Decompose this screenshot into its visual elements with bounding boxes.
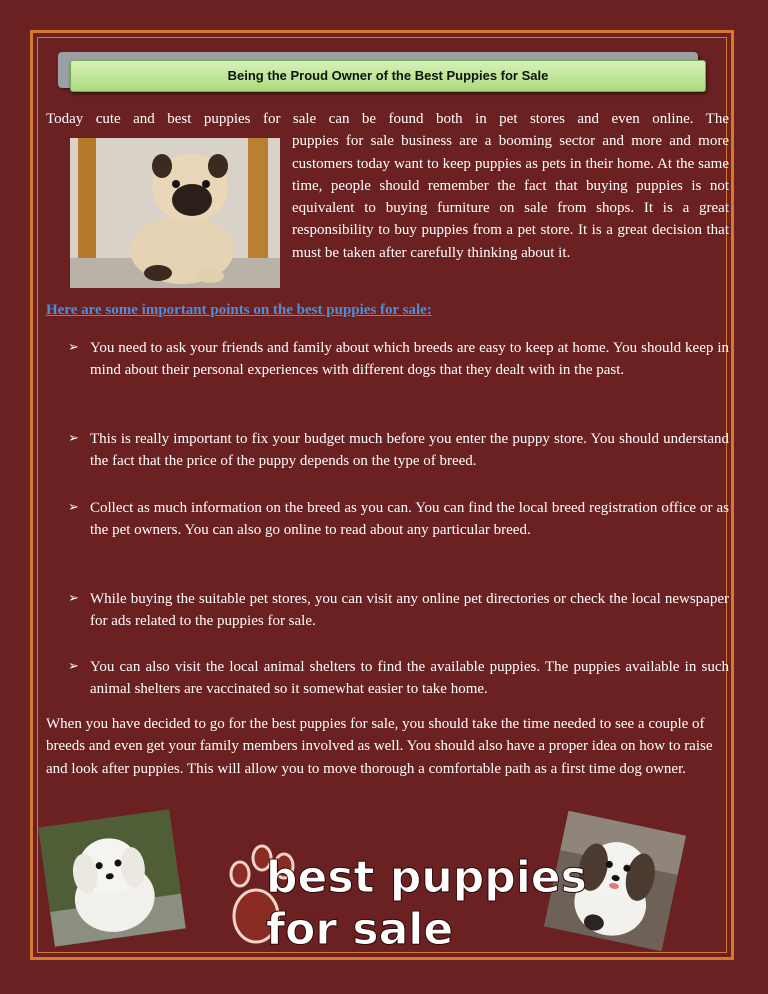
closing-paragraph: When you have decided to go for the best puppies for sale, you should take the time needed to see a couple of breeds and even get your family members involved as well. You should also have a proper idea on how to raise and look after puppies. This will allow you to move thorough a comfortable path as a first time dog owner. <box>46 716 713 777</box>
intro-first-line: Today cute and best puppies for sale can be found both in pet stores and even online. The <box>46 111 729 127</box>
list-item <box>68 588 729 633</box>
arrow-bullet-icon: ➢ <box>68 591 79 606</box>
list-item <box>68 656 729 701</box>
arrow-bullet-icon: ➢ <box>68 340 79 355</box>
page-title: Being the Proud Owner of the Best Puppies for Sale <box>227 68 549 83</box>
list-item-text: Collect as much information on the breed as you can. You can find the local breed registration office or as the pet owners. You can also go online to read about any particular breed. <box>90 500 729 539</box>
list-item-text: This is really important to fix your budget much before you enter the puppy store. You should understand the fact that the price of the puppy depends on the type of breed. <box>90 431 729 470</box>
arrow-bullet-icon: ➢ <box>68 431 79 446</box>
list-item <box>68 428 729 473</box>
list-item-text: You can also visit the local animal shelters to find the available puppies. The puppies available in such animal shelters are vaccinated so it somewhat easier to take home. <box>90 659 729 698</box>
list-item-text: You need to ask your friends and family about which breeds are easy to keep at home. You should keep in mind about their personal experiences with different dogs that they dealt with in the past. <box>90 340 729 379</box>
list-item-text: While buying the suitable pet stores, you can visit any online pet directories or check the local newspaper for ads related to the puppies for sale. <box>90 591 729 630</box>
pug-puppy-photo <box>70 138 280 288</box>
title-banner <box>70 60 706 92</box>
logo-line-1: best puppies <box>266 852 587 903</box>
white-puppy-photo <box>38 809 185 946</box>
best-puppies-logo <box>222 836 587 955</box>
logo-line-2: for sale <box>266 904 454 955</box>
points-heading: Here are some important points on the best puppies for sale: <box>46 302 432 318</box>
arrow-bullet-icon: ➢ <box>68 500 79 515</box>
intro-rest: puppies for sale business are a booming sector and more and more customers today want to keep puppies as pets in their home. At the same time, people should remember the fact that buying puppies is not equivalent to buying furniture on sale from shops. It is a great responsibility to buy puppies from a pet store. It is a great decision that must be taken after carefully thinking about it. <box>292 133 729 261</box>
arrow-bullet-icon: ➢ <box>68 659 79 674</box>
list-item <box>68 497 729 542</box>
list-item <box>68 337 729 382</box>
intro-paragraph <box>46 108 729 261</box>
